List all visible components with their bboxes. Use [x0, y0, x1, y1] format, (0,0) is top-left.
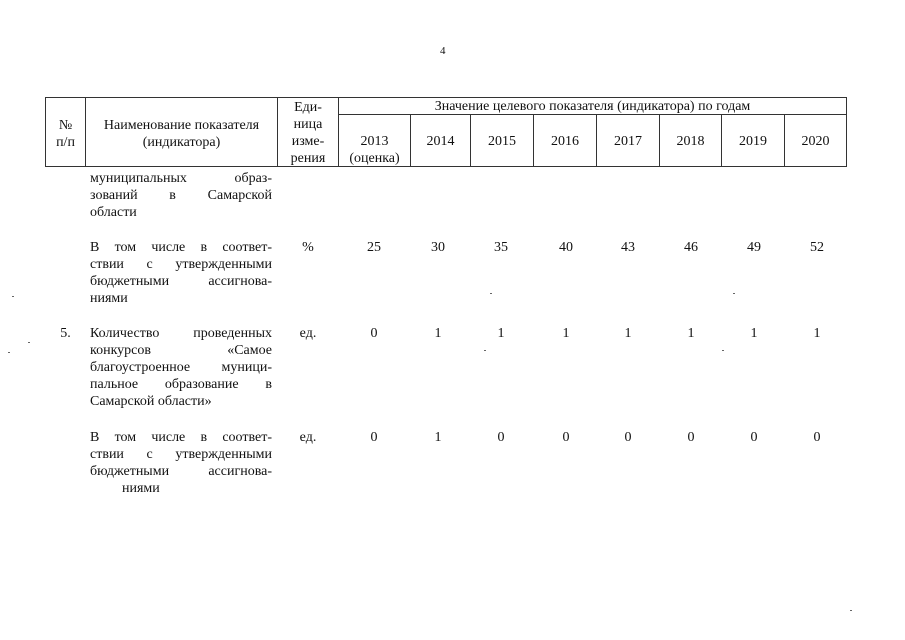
unit-cell: ед.: [299, 430, 317, 445]
value-cell: 49: [747, 240, 761, 255]
table-row: [90, 325, 272, 410]
scan-speck: [484, 350, 486, 351]
header-unit-line: рения: [290, 151, 326, 166]
indicator-name-line: муниципальных образ-: [90, 171, 272, 186]
value-cell: 0: [562, 430, 570, 445]
value-cell: 1: [624, 326, 632, 341]
indicator-name-line: ниями: [122, 481, 160, 496]
header-year-note: (оценка): [349, 151, 400, 166]
indicator-name-line: пальное образование в: [90, 377, 272, 392]
indicator-name-line: бюджетными ассигнова-: [90, 464, 272, 479]
value-cell: 0: [750, 430, 758, 445]
header-name-line: Наименование показателя: [103, 118, 260, 133]
page-number: 4: [440, 45, 446, 57]
indicator-name-line: области: [90, 205, 137, 220]
value-cell: 1: [750, 326, 758, 341]
header-unit-label: [278, 99, 338, 167]
value-cell: 0: [370, 326, 378, 341]
value-cell: 46: [684, 240, 698, 255]
scan-speck: [12, 296, 14, 297]
value-cell: 43: [621, 240, 635, 255]
table-row: [90, 170, 272, 221]
header-year: 2018: [676, 134, 705, 149]
header-year: 2016: [551, 134, 579, 149]
value-cell: 1: [497, 326, 505, 341]
row-number: 5.: [60, 326, 71, 341]
indicator-name-line: В том числе в соответ-: [90, 430, 272, 445]
header-year-value: 2013: [360, 134, 389, 149]
value-cell: 52: [810, 240, 824, 255]
header-year: 2020: [801, 134, 830, 149]
header-bottom-border: [45, 166, 847, 167]
header-name-label: [86, 117, 277, 151]
indicator-name-line: В том числе в соответ-: [90, 240, 272, 255]
value-cell: 1: [687, 326, 695, 341]
value-cell: 30: [431, 240, 445, 255]
header-unit-line: Еди-: [294, 100, 322, 115]
header-year: 2017: [614, 134, 642, 149]
value-cell: 1: [434, 326, 442, 341]
header-num-line: п/п: [56, 135, 75, 150]
value-cell: 1: [434, 430, 442, 445]
header-year: 2019: [739, 134, 767, 149]
header-year: 2015: [488, 134, 516, 149]
indicator-name-line: ниями: [90, 291, 128, 306]
header-year: [339, 133, 410, 167]
unit-cell: %: [302, 240, 314, 255]
header-unit-line: ница: [293, 117, 323, 132]
scan-speck: [850, 610, 852, 611]
indicator-name-line: благоустроенное муници-: [90, 360, 272, 375]
value-cell: 1: [562, 326, 570, 341]
table-row: [90, 239, 272, 307]
indicator-name-line: ствии с утвержденными: [90, 447, 272, 462]
value-cell: 0: [497, 430, 505, 445]
indicator-name-line: Самарской области»: [90, 394, 212, 409]
indicator-name-line: бюджетными ассигнова-: [90, 274, 272, 289]
value-cell: 0: [624, 430, 632, 445]
indicator-name-line: ствии с утвержденными: [90, 257, 272, 272]
value-cell: 0: [687, 430, 695, 445]
col-border-right: [846, 97, 847, 167]
scan-speck: [722, 350, 724, 351]
indicator-name-line: Количество проведенных: [90, 326, 272, 341]
header-num-label: [46, 117, 85, 151]
table-row: [90, 429, 272, 497]
scan-speck: [733, 293, 735, 294]
value-cell: 0: [370, 430, 378, 445]
indicator-name-line: зований в Самарской: [90, 188, 272, 203]
header-name-line: (индикатора): [142, 135, 221, 150]
scan-speck: [28, 342, 30, 343]
unit-cell: ед.: [299, 326, 317, 341]
value-cell: 40: [559, 240, 573, 255]
indicator-name-line: конкурсов «Самое: [90, 343, 272, 358]
header-num-line: №: [58, 118, 73, 133]
value-cell: 0: [813, 430, 821, 445]
value-cell: 1: [813, 326, 821, 341]
value-cell: 25: [367, 240, 381, 255]
header-year: 2014: [426, 134, 455, 149]
scan-speck: [490, 293, 492, 294]
header-values-title: Значение целевого показателя (индикатора) по годам: [434, 99, 751, 114]
value-cell: 35: [494, 240, 508, 255]
scan-speck: [8, 352, 10, 353]
header-unit-line: изме-: [291, 134, 325, 149]
